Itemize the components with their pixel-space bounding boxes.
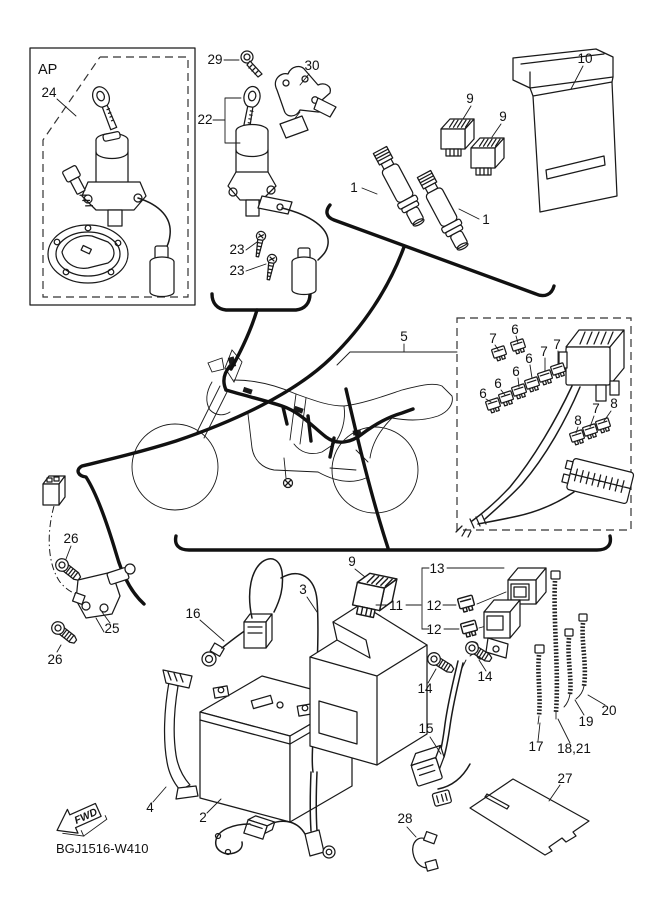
callout-7b: 7 [540, 344, 548, 359]
callout-6c: 6 [512, 364, 520, 379]
main-switch-group [228, 51, 336, 295]
callout-2: 2 [199, 810, 207, 825]
cable-tie-20 [576, 614, 587, 699]
callout-12a: 12 [426, 598, 442, 613]
callout-13: 13 [429, 561, 445, 576]
callout-9b: 9 [499, 109, 507, 124]
callout-23b: 23 [229, 263, 245, 278]
ignition-coil-1a [371, 145, 429, 229]
spare-key [90, 84, 122, 131]
cable-tie-18-21 [551, 571, 560, 719]
sensor-25 [73, 564, 135, 618]
callout-8a: 8 [574, 413, 582, 428]
cable-tie-17 [535, 645, 544, 724]
callout-3: 3 [299, 582, 307, 597]
callout-14a: 14 [417, 681, 433, 696]
relay-9b [471, 138, 504, 175]
callout-4: 4 [146, 800, 154, 815]
callout-19: 19 [578, 714, 594, 729]
callout-6e: 6 [479, 386, 487, 401]
fuse-12b [460, 620, 478, 638]
callout-18-21: 18,21 [557, 741, 591, 756]
relay-9a [441, 119, 474, 156]
callout-30: 30 [304, 58, 320, 73]
eye-bolt-29 [241, 51, 262, 77]
callout-15: 15 [418, 721, 434, 736]
callout-8b: 8 [610, 396, 618, 411]
callout-6d: 6 [494, 376, 502, 391]
callout-7c: 7 [553, 337, 561, 352]
callout-6b: 6 [525, 351, 533, 366]
callout-23a: 23 [229, 242, 245, 257]
callout-22: 22 [197, 112, 213, 127]
callout-20: 20 [601, 703, 617, 718]
callout-16: 16 [185, 606, 201, 621]
battery-lead-16 [202, 559, 283, 666]
fuse-box-2 [560, 457, 634, 505]
fuse-12a [457, 595, 475, 613]
callout-10: 10 [577, 51, 593, 66]
fuse-6c [511, 384, 527, 400]
bracket-10 [513, 49, 617, 212]
battery-strap-4 [163, 670, 198, 799]
screw-23b [264, 254, 278, 281]
battery-terminal-positive [213, 686, 229, 698]
callout-9c: 9 [348, 554, 356, 569]
callout-27: 27 [557, 771, 573, 786]
callout-9a: 9 [466, 91, 474, 106]
connector-25 [43, 476, 65, 505]
fuse-6b [524, 377, 540, 393]
callout-ap: AP [38, 62, 58, 78]
cover-box-3 [310, 604, 427, 765]
diagram-code: BGJ1516-W410 [56, 841, 149, 856]
wire-harness [224, 356, 413, 487]
sheet-27 [470, 779, 589, 855]
ground-bolt-icon [284, 479, 293, 488]
callout-25: 25 [104, 621, 120, 636]
relay-13 [508, 568, 546, 604]
bolt-26a [53, 556, 83, 583]
motorcycle-outline [132, 350, 452, 513]
callout-5: 5 [400, 329, 408, 344]
sensor-group-25 [43, 476, 135, 647]
callout-7d: 7 [592, 401, 600, 416]
fuse-7c [550, 363, 566, 379]
callout-1a: 1 [350, 180, 358, 195]
clamp-28 [413, 832, 438, 872]
callout-26b: 26 [47, 652, 63, 667]
callout-1b: 1 [482, 212, 490, 227]
cable-tie-19 [564, 629, 573, 707]
callout-26a: 26 [63, 531, 79, 546]
fwd-label: FWD [72, 806, 100, 827]
fuse-7a [491, 346, 507, 362]
callout-12b: 12 [426, 622, 442, 637]
callout-17: 17 [528, 739, 544, 754]
bolt-14a [425, 650, 456, 676]
callout-29: 29 [207, 52, 223, 67]
bolt-26b [49, 619, 79, 646]
fuse-6a [510, 339, 526, 355]
fuse-box-1 [559, 330, 624, 401]
relay-9c [351, 571, 397, 621]
callout-6a: 6 [511, 322, 519, 337]
callout-28: 28 [397, 811, 413, 826]
fwd-arrow [51, 796, 109, 845]
fuse-7b [537, 370, 553, 386]
callout-24: 24 [41, 85, 57, 100]
callout-11: 11 [388, 598, 404, 613]
callout-14b: 14 [477, 669, 493, 684]
callout-7a: 7 [489, 331, 497, 346]
bracket-30 [275, 67, 336, 138]
fuse-6d [498, 391, 514, 407]
fuel-tank-cap [48, 225, 128, 283]
